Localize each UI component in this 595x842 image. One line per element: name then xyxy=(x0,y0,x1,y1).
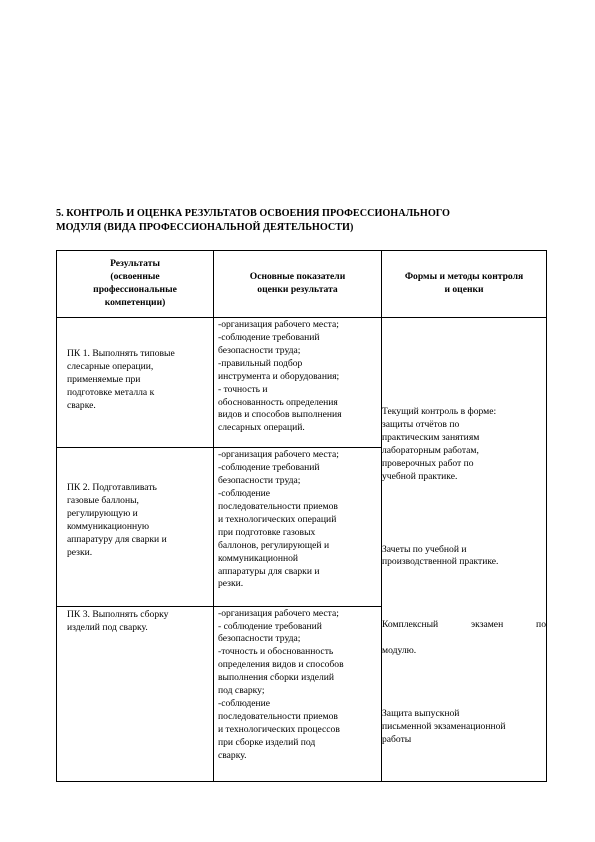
indicator-line: сварку. xyxy=(218,749,247,761)
competence-line: регулирующую и xyxy=(67,508,138,520)
table-row xyxy=(57,318,547,448)
indicator-line: -организация рабочего места; xyxy=(218,449,339,461)
method-line: учебной практике. xyxy=(382,470,458,482)
indicator-line: обоснованность определения xyxy=(218,396,338,408)
header-line: Основные показатели xyxy=(249,271,346,283)
header-line: и оценки xyxy=(444,284,484,296)
competence-line: применяемые при xyxy=(67,373,141,385)
indicator-line: -соблюдение xyxy=(218,488,271,500)
section-heading xyxy=(56,207,546,235)
table-header-row xyxy=(57,251,547,318)
competence-line: подготовке металла к xyxy=(67,386,155,398)
indicator-line: -организация рабочего места; xyxy=(218,319,339,331)
method-exam xyxy=(382,619,546,658)
indicator-line: безопасности труда; xyxy=(218,633,301,645)
indicator-line: - точность и xyxy=(218,383,268,395)
competence-line: ПК 1. Выполнять типовые xyxy=(67,348,175,360)
indicator-line: видов и способов выполнения xyxy=(218,409,342,421)
competence-line: ПК 2. Подготавливать xyxy=(67,482,157,494)
method-line: модулю. xyxy=(382,645,417,657)
indicators-cell xyxy=(214,318,382,448)
method-line: практическим занятиям xyxy=(382,431,480,443)
indicator-line: - соблюдение требований xyxy=(218,620,322,632)
indicator-line: аппаратуры для сварки и xyxy=(218,565,320,577)
indicator-line: слесарных операций. xyxy=(218,422,305,434)
indicator-line: -правильный подбор xyxy=(218,357,303,369)
competence-cell xyxy=(57,448,214,606)
header-methods xyxy=(382,251,547,318)
header-indicators xyxy=(214,251,382,318)
header-line: Формы и методы контроля xyxy=(404,271,524,283)
method-line: Текущий контроль в форме: xyxy=(382,406,497,418)
method-line: работы xyxy=(382,733,412,745)
indicator-line: последовательности приемов xyxy=(218,710,338,722)
indicator-line: при сборке изделий под xyxy=(218,736,316,748)
competence-line: слесарные операции, xyxy=(67,361,154,373)
indicator-line: последовательности приемов xyxy=(218,500,338,512)
indicator-line: -точность и обоснованность xyxy=(218,646,334,658)
indicator-line: -соблюдение требований xyxy=(218,332,320,344)
method-defense xyxy=(382,708,546,747)
competence-line: изделий под сварку. xyxy=(67,621,148,633)
section-heading-line: МОДУЛЯ (ВИДА ПРОФЕССИОНАЛЬНОЙ ДЕЯТЕЛЬНОСТИ) xyxy=(56,222,354,233)
indicator-line: инструмента и оборудования; xyxy=(218,370,340,382)
indicator-line: коммуникационной xyxy=(218,552,299,564)
section-heading-line: 5. КОНТРОЛЬ И ОЦЕНКА РЕЗУЛЬТАТОВ ОСВОЕНИЯ ПРОФЕССИОНАЛЬНОГО xyxy=(56,208,450,219)
indicators-cell xyxy=(214,606,382,781)
method-line: проверочных работ по xyxy=(382,457,474,469)
method-line: письменной экзаменационной xyxy=(382,721,506,732)
competence-line: сварке. xyxy=(67,399,96,411)
indicator-line: баллонов, регулирующей и xyxy=(218,539,330,551)
indicators-cell xyxy=(214,448,382,606)
header-line: оценки результата xyxy=(257,284,338,296)
indicator-line: при подготовке газовых xyxy=(218,526,316,538)
indicator-line: и технологических процессов xyxy=(218,723,340,735)
method-line: Защита выпускной xyxy=(382,708,460,720)
header-line: (освоенные xyxy=(110,271,160,283)
competence-line: коммуникационную xyxy=(67,521,150,533)
indicator-line: и технологических операций xyxy=(218,513,337,525)
indicator-line: безопасности труда; xyxy=(218,344,301,356)
method-current-control xyxy=(382,406,546,483)
indicator-line: -организация рабочего места; xyxy=(218,607,339,619)
header-line: профессиональные xyxy=(93,284,177,296)
indicator-line: -соблюдение xyxy=(218,698,271,709)
header-results xyxy=(57,251,214,318)
method-line: Комплексный экзамен по xyxy=(382,619,546,631)
assessment-table xyxy=(56,250,547,782)
indicator-line: резки. xyxy=(218,578,244,590)
method-line: защиты отчётов по xyxy=(382,419,460,431)
method-line: лабораторным работам, xyxy=(382,444,479,456)
indicator-line: под сварку; xyxy=(218,685,265,697)
methods-cell xyxy=(382,318,547,782)
method-credits xyxy=(382,544,546,570)
competence-line: ПК 3. Выполнять сборку xyxy=(67,608,169,620)
indicator-line: выполнения сборки изделий xyxy=(218,672,335,684)
competence-line: газовые баллоны, xyxy=(67,495,139,507)
competence-line: резки. xyxy=(67,546,93,558)
header-line: Результаты xyxy=(110,258,160,270)
competence-cell xyxy=(57,606,214,781)
indicator-line: определения видов и способов xyxy=(218,659,344,671)
indicator-line: -соблюдение требований xyxy=(218,462,320,474)
method-line: Зачеты по учебной и xyxy=(382,543,467,555)
header-line: компетенции) xyxy=(104,296,166,308)
method-line: производственной практике. xyxy=(382,556,499,568)
competence-cell xyxy=(57,318,214,448)
competence-line: аппаратуру для сварки и xyxy=(67,533,167,545)
indicator-line: безопасности труда; xyxy=(218,475,301,487)
